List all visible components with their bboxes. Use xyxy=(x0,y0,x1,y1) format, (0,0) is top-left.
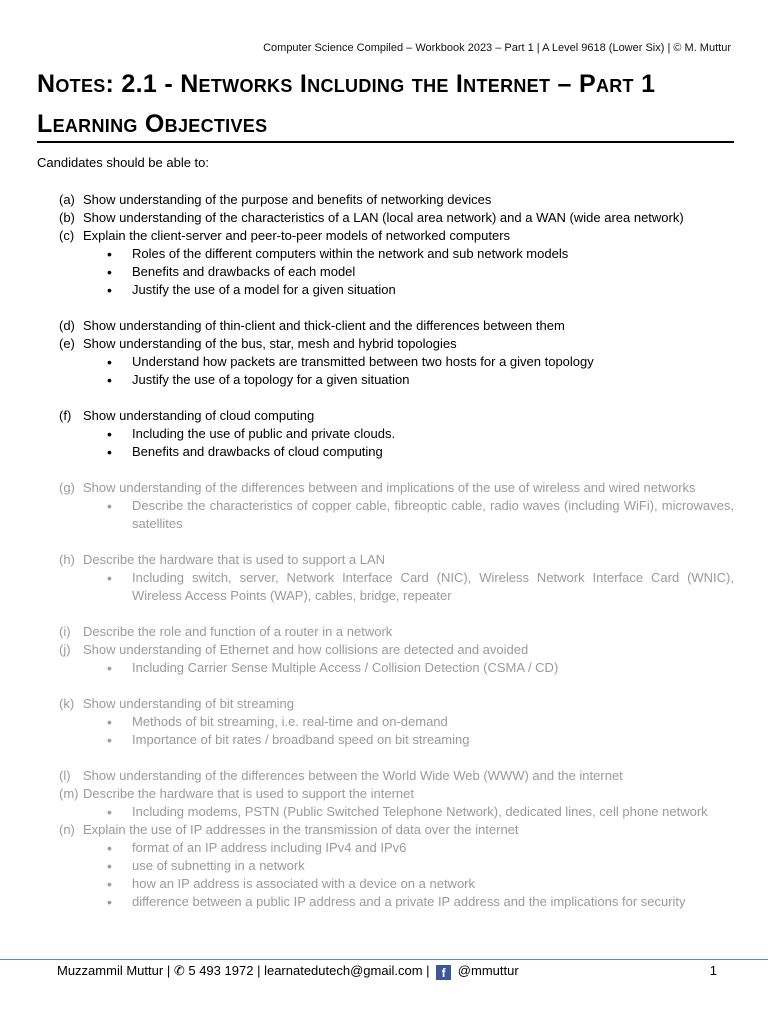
bullet-point: • Including switch, server, Network Interface Card (NIC), Wireless Network Interface Card (WNIC), Wireless Access Points (WAP), cables, bridge, repeater xyxy=(37,569,734,605)
group-spacer xyxy=(37,389,734,407)
objective-bullets xyxy=(37,497,734,533)
objective-item xyxy=(37,407,734,425)
bullet-point: • Justify the use of a topology for a given situation xyxy=(37,371,734,389)
group-spacer xyxy=(37,749,734,767)
objective-item xyxy=(37,209,734,227)
objective-bullets xyxy=(37,839,734,911)
objective-text: Show understanding of the bus, star, mesh and hybrid topologies xyxy=(83,336,457,351)
bullet-point: • Methods of bit streaming, i.e. real-time and on-demand xyxy=(37,713,734,731)
objective-item xyxy=(37,479,734,497)
bullet-point: • difference between a public IP address and a private IP address and the implications for security xyxy=(37,893,734,911)
objective-item xyxy=(37,191,734,209)
objective-bullets xyxy=(37,425,734,461)
objective-group xyxy=(37,677,734,749)
objectives-list xyxy=(37,191,734,911)
objective-label: (d) xyxy=(59,318,75,333)
objective-text: Show understanding of the characteristics of a LAN (local area network) and a WAN (wide area network) xyxy=(83,210,684,225)
objective-group xyxy=(37,533,734,605)
footer-separator: | xyxy=(166,963,171,978)
objective-item xyxy=(37,767,734,785)
objective-item xyxy=(37,785,734,803)
objective-text: Show understanding of the differences between the World Wide Web (WWW) and the internet xyxy=(83,768,623,783)
objective-text: Explain the use of IP addresses in the transmission of data over the internet xyxy=(83,822,519,837)
objective-label: (g) xyxy=(59,480,75,495)
objective-group xyxy=(37,389,734,461)
objective-text: Describe the hardware that is used to support a LAN xyxy=(83,552,386,567)
objective-label: (c) xyxy=(59,228,75,243)
objective-label: (b) xyxy=(59,210,75,225)
objective-group xyxy=(37,191,734,299)
objective-item xyxy=(37,551,734,569)
bullet-point: • Including modems, PSTN (Public Switched Telephone Network), dedicated lines, cell phone network xyxy=(37,803,734,821)
objective-bullets xyxy=(37,803,734,821)
objective-text: Explain the client-server and peer-to-peer models of networked computers xyxy=(83,228,511,243)
objective-label: (h) xyxy=(59,552,75,567)
bullet-point: • format of an IP address including IPv4 and IPv6 xyxy=(37,839,734,857)
page-title: Notes: 2.1 - Networks Including the Internet – Part 1 xyxy=(37,70,656,98)
footer-rule xyxy=(0,959,768,960)
objective-text: Show understanding of cloud computing xyxy=(83,408,315,423)
bullet-point: • Justify the use of a model for a given situation xyxy=(37,281,734,299)
objective-text: Show understanding of the purpose and benefits of networking devices xyxy=(83,192,492,207)
objective-item xyxy=(37,317,734,335)
objective-group xyxy=(37,749,734,911)
bullet-point: • Describe the characteristics of copper cable, fibreoptic cable, radio waves (including WiFi), microwaves, satellites xyxy=(37,497,734,533)
footer-email[interactable]: learnatedutech@gmail.com xyxy=(264,963,423,978)
bullet-point: • use of subnetting in a network xyxy=(37,857,734,875)
objective-label: (j) xyxy=(59,642,71,657)
footer-separator: | xyxy=(257,963,261,978)
objective-label: (m) xyxy=(59,786,79,801)
objective-text: Show understanding of thin-client and thick-client and the differences between them xyxy=(83,318,565,333)
group-spacer xyxy=(37,299,734,317)
objective-text: Show understanding of bit streaming xyxy=(83,696,295,711)
bullet-point: • Including Carrier Sense Multiple Access / Collision Detection (CSMA / CD) xyxy=(37,659,734,677)
objective-item xyxy=(37,623,734,641)
bullet-point: • Importance of bit rates / broadband speed on bit streaming xyxy=(37,731,734,749)
bullet-point: • Including the use of public and private clouds. xyxy=(37,425,734,443)
bullet-point: • Understand how packets are transmitted between two hosts for a given topology xyxy=(37,353,734,371)
objective-bullets xyxy=(37,659,734,677)
objective-item xyxy=(37,821,734,839)
objective-label: (i) xyxy=(59,624,71,639)
footer-author: Muzzammil Muttur xyxy=(57,963,164,978)
objective-item xyxy=(37,695,734,713)
footer-social-handle[interactable]: @mmuttur xyxy=(457,963,519,978)
objective-item xyxy=(37,641,734,659)
objective-bullets xyxy=(37,353,734,389)
objective-bullets xyxy=(37,245,734,299)
page-number: 1 xyxy=(709,963,717,978)
objective-label: (e) xyxy=(59,336,75,351)
phone-icon: ✆ xyxy=(173,963,185,978)
objective-text: Show understanding of the differences between and implications of the use of wireless and wired networks xyxy=(83,480,696,495)
objective-item xyxy=(37,227,734,245)
bullet-point: • how an IP address is associated with a device on a network xyxy=(37,875,734,893)
objective-text: Show understanding of Ethernet and how collisions are detected and avoided xyxy=(83,642,529,657)
bullet-point: • Roles of the different computers within the network and sub network models xyxy=(37,245,734,263)
section-heading: Learning Objectives xyxy=(37,110,734,143)
bullet-point: • Benefits and drawbacks of each model xyxy=(37,263,734,281)
page-footer xyxy=(57,963,717,980)
objective-label: (n) xyxy=(59,822,75,837)
objective-bullets xyxy=(37,713,734,749)
objective-text: Describe the role and function of a router in a network xyxy=(83,624,393,639)
objective-label: (a) xyxy=(59,192,75,207)
objective-group xyxy=(37,299,734,389)
bullet-point: • Benefits and drawbacks of cloud computing xyxy=(37,443,734,461)
objective-group xyxy=(37,605,734,677)
objective-bullets xyxy=(37,569,734,605)
objectives-content xyxy=(37,155,734,911)
intro-text: Candidates should be able to: xyxy=(37,155,210,170)
objective-label: (f) xyxy=(59,408,72,423)
objective-group xyxy=(37,461,734,533)
objective-label: (l) xyxy=(59,768,71,783)
footer-separator: | xyxy=(426,963,430,978)
group-spacer xyxy=(37,677,734,695)
objective-label: (k) xyxy=(59,696,75,711)
group-spacer xyxy=(37,605,734,623)
group-spacer xyxy=(37,461,734,479)
running-header: Computer Science Compiled – Workbook 2023 – Part 1 | A Level 9618 (Lower Six) | © M. Muttur xyxy=(263,42,731,54)
objective-item xyxy=(37,335,734,353)
footer-phone: 5 493 1972 xyxy=(188,963,254,978)
group-spacer xyxy=(37,533,734,551)
facebook-icon: f xyxy=(436,965,451,980)
objective-text: Describe the hardware that is used to support the internet xyxy=(83,786,414,801)
